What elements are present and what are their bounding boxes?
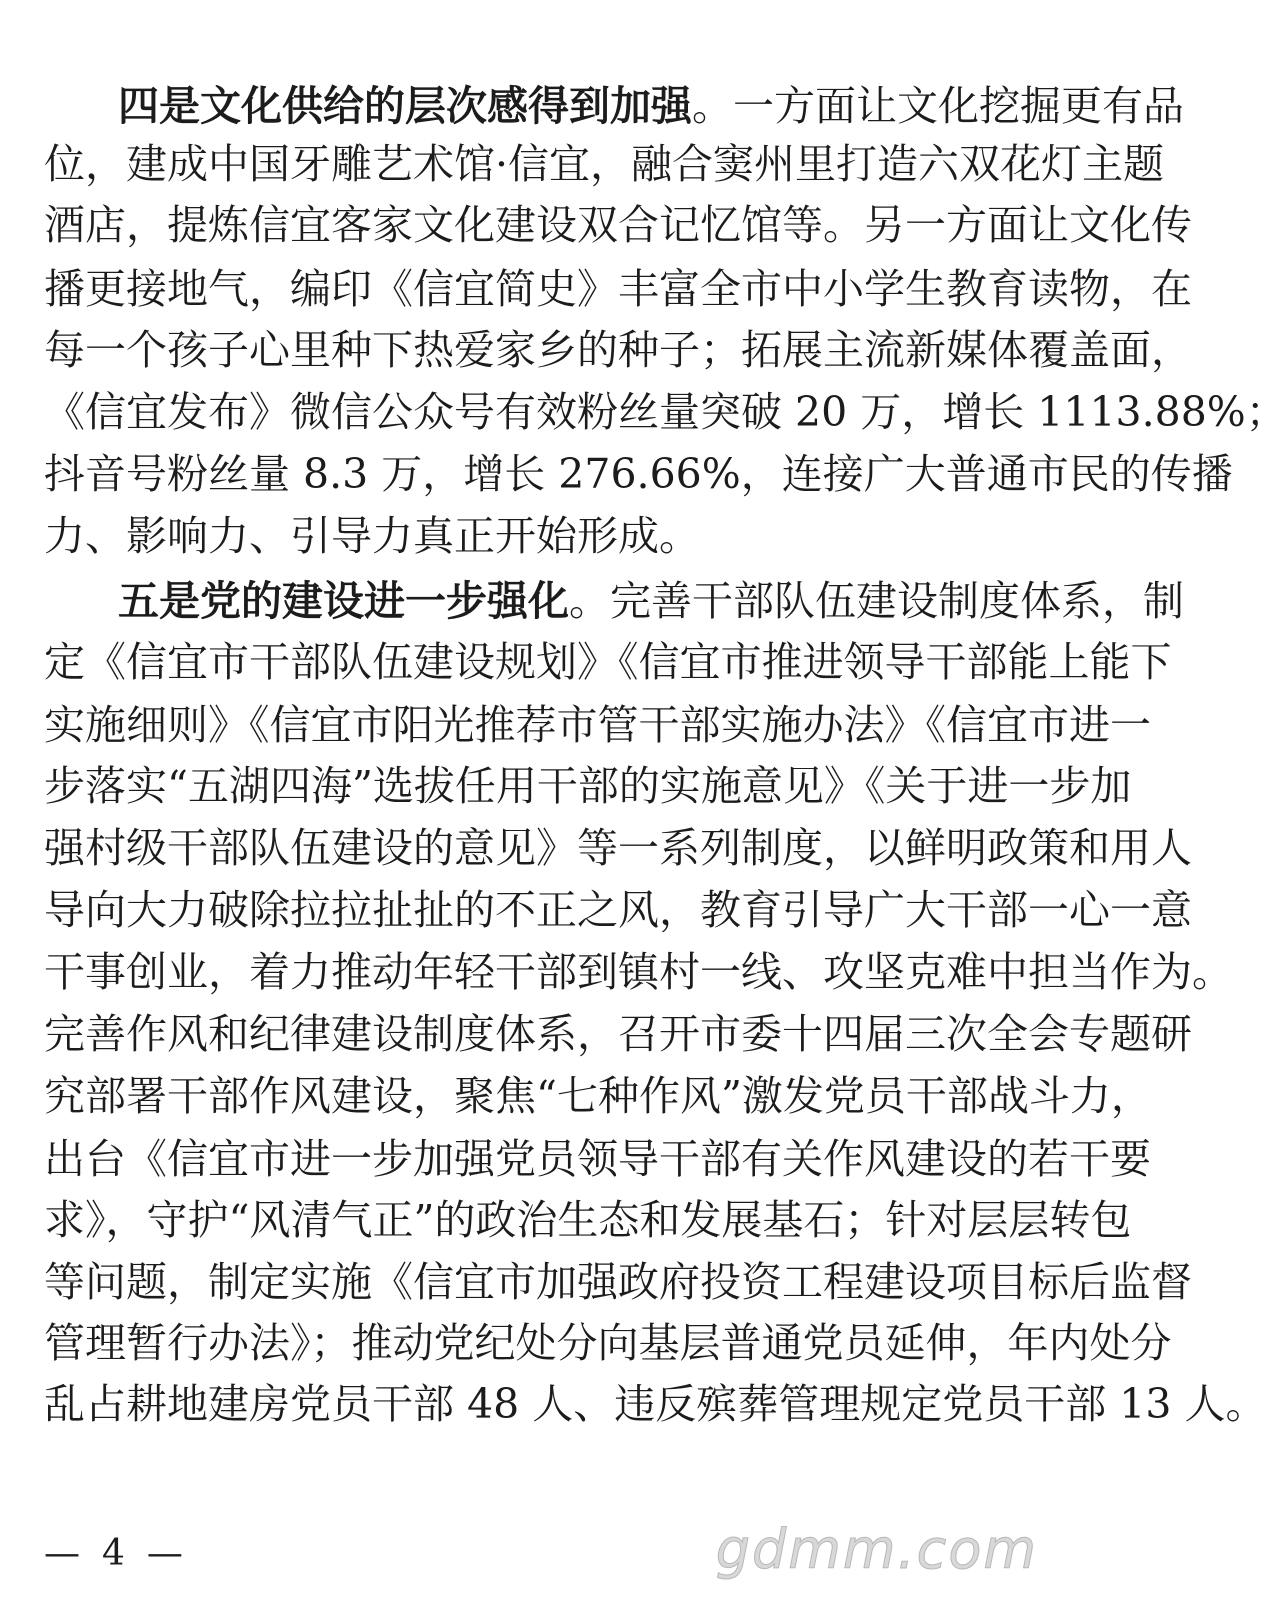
paragraph-5-line-2: 定《信宜市干部队伍建设规划》《信宜市推进领导干部能上能下	[44, 638, 1172, 686]
paragraph-5-line-6: 导向大力破除拉拉扯扯的不正之风，教育引导广大干部一心一意	[44, 886, 1192, 934]
paragraph-5-line-8: 完善作风和纪律建设制度体系，召开市委十四届三次全会专题研	[44, 1010, 1192, 1058]
paragraph-4-line-6: 《信宜发布》微信公众号有效粉丝量突破 20 万，增长 1113.88%；	[44, 388, 1287, 436]
paragraph-4-line-5: 每一个孩子心里种下热爱家乡的种子；拓展主流新媒体覆盖面，	[44, 326, 1192, 374]
paragraph-5-line-12: 等问题，制定实施《信宜市加强政府投资工程建设项目标后监督	[44, 1258, 1192, 1306]
paragraph-4-line-4: 播更接地气，编印《信宜简史》丰富全市中小学生教育读物，在	[44, 265, 1192, 313]
paragraph-4-line-7: 抖音号粉丝量 8.3 万，增长 276.66%，连接广大普通市民的传播	[44, 450, 1233, 498]
paragraph-5-heading: 五是党的建设进一步强化	[118, 577, 569, 625]
paragraph-5-line-5: 强村级干部队伍建设的意见》等一系列制度，以鲜明政策和用人	[44, 824, 1192, 872]
paragraph-5-line-7: 干事创业，着力推动年轻干部到镇村一线、攻坚克难中担当作为。	[44, 948, 1233, 996]
paragraph-5-line-1: 五是党的建设进一步强化。完善干部队伍建设制度体系，制	[118, 577, 1184, 625]
paragraph-5-line-9: 究部署干部作风建设，聚焦“七种作风”激发党员干部战斗力，	[44, 1072, 1152, 1120]
footer-dash-right: —	[146, 1533, 183, 1574]
watermark-logo: gdmm.com	[715, 1518, 1038, 1581]
footer-dash-left: —	[44, 1533, 80, 1574]
paragraph-4-heading: 四是文化供给的层次感得到加强	[118, 82, 692, 130]
paragraph-4-line-3: 酒店，提炼信宜客家文化建设双合记忆馆等。另一方面让文化传	[44, 201, 1192, 249]
paragraph-4-line-2: 位，建成中国牙雕艺术馆·信宜，融合窦州里打造六双花灯主题	[44, 140, 1165, 188]
page-number-footer	[44, 1533, 183, 1574]
paragraph-5-line-3: 实施细则》《信宜市阳光推荐市管干部实施办法》《信宜市进一	[44, 701, 1151, 749]
paragraph-4-line-8: 力、影响力、引导力真正开始形成。	[44, 512, 700, 560]
page-number: 4	[102, 1533, 125, 1574]
paragraph-5-line-4: 步落实“五湖四海”选拔任用干部的实施意见》《关于进一步加	[44, 762, 1132, 810]
paragraph-5-line-13: 管理暂行办法》；推动党纪处分向基层普通党员延伸，年内处分	[44, 1319, 1172, 1367]
paragraph-4-line-1: 四是文化供给的层次感得到加强。一方面让文化挖掘更有品	[118, 82, 1184, 130]
paragraph-5-line-10: 出台《信宜市进一步加强党员领导干部有关作风建设的若干要	[44, 1135, 1151, 1183]
paragraph-5-line-11: 求》，守护“风清气正”的政治生态和发展基石；针对层层转包	[44, 1196, 1132, 1244]
paragraph-5-line-14: 乱占耕地建房党员干部 48 人、违反殡葬管理规定党员干部 13 人。	[44, 1380, 1267, 1428]
